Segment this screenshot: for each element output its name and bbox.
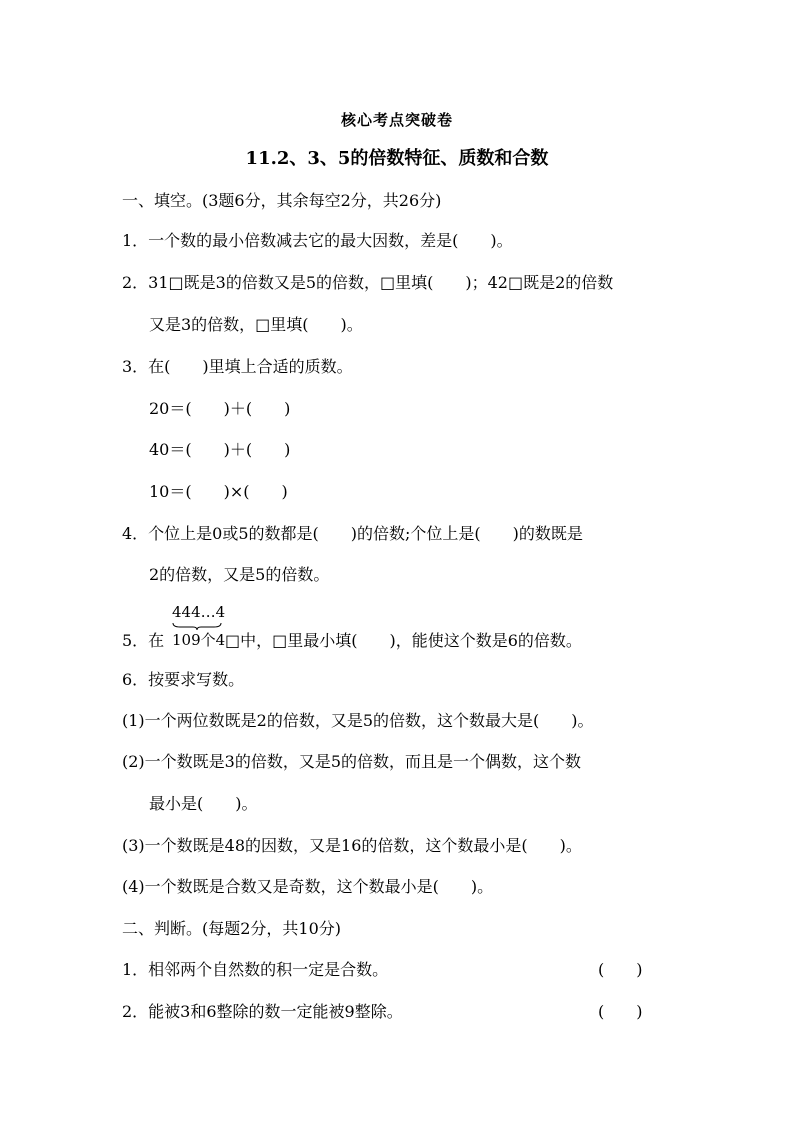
question-5-suffix: □中，□里最小填( )，能使这个数是6的倍数。: [225, 631, 582, 650]
question-6-2-line2: 最小是( )。: [149, 794, 258, 813]
section2-heading: 二、判断。(每题2分，共10分): [122, 919, 342, 938]
question-6-3: (3)一个数既是48的因数，又是16的倍数，这个数最小是( )。: [122, 836, 582, 855]
question-3-eq1: 20＝( )＋( ): [149, 399, 291, 418]
question-5-count: 109个4: [172, 631, 226, 649]
question-6: 6．按要求写数。: [122, 670, 245, 689]
question-6-1: (1)一个两位数既是2的倍数，又是5的倍数，这个数最大是( )。: [122, 711, 594, 730]
question-4-line2: 2的倍数，又是5的倍数。: [149, 565, 330, 584]
question-3-eq2: 40＝( )＋( ): [149, 440, 291, 459]
judge-question-2: 2．能被3和6整除的数一定能被9整除。: [122, 1002, 403, 1021]
question-3: 3．在( )里填上合适的质数。: [122, 357, 353, 376]
judge-answer-blank-1: ( ): [598, 960, 643, 979]
question-6-2-line1: (2)一个数既是3的倍数，又是5的倍数，而且是一个偶数，这个数: [122, 752, 582, 771]
question-2-line1: 2．31□既是3的倍数又是5的倍数，□里填( )；42□既是2的倍数: [122, 273, 614, 292]
question-5-number: 444…4: [172, 603, 226, 621]
page-subtitle: 11.2、3、5的倍数特征、质数和合数: [245, 148, 549, 169]
question-5-prefix: 5．在: [122, 631, 165, 650]
question-6-4: (4)一个数既是合数又是奇数，这个数最小是( )。: [122, 877, 494, 896]
judge-answer-blank-2: ( ): [598, 1002, 643, 1021]
section1-heading: 一、填空。(3题6分，其余每空2分，共26分): [122, 191, 442, 210]
question-3-eq3: 10＝( )×( ): [149, 482, 288, 501]
question-4-line1: 4．个位上是0或5的数都是( )的倍数;个位上是( )的数既是: [122, 524, 583, 543]
question-2-line2: 又是3的倍数，□里填( )。: [149, 315, 363, 334]
judge-question-1: 1．相邻两个自然数的积一定是合数。: [122, 960, 389, 979]
question-1: 1．一个数的最小倍数减去它的最大因数，差是( )。: [122, 231, 513, 250]
page-title: 核心考点突破卷: [340, 111, 453, 129]
